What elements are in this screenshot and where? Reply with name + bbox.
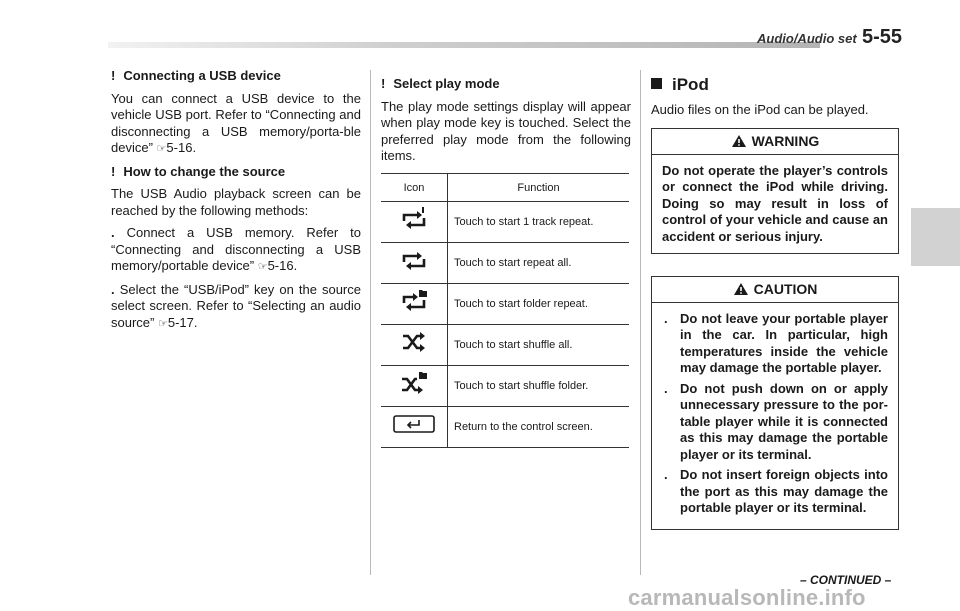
table-row [381, 407, 629, 448]
folder-repeat-icon [400, 288, 428, 314]
table-row [381, 284, 629, 325]
function-text: Return to the control screen. [448, 407, 630, 448]
function-text: Touch to start shuffle all. [448, 325, 630, 366]
source-heading: ! How to change the source [111, 163, 286, 179]
ipod-text: Audio files on the iPod can be played. [651, 101, 869, 117]
caution-item: . Do not push down on or apply unnecessary pressure to the por-table player while it is connected as this may damage the portable player or its terminal. [664, 380, 888, 462]
left-column [111, 68, 361, 338]
table-row [381, 366, 629, 407]
chapter-tab [911, 208, 960, 266]
usb-heading: ! Connecting a USB device [111, 68, 281, 83]
shuffle-all-icon [400, 329, 428, 355]
header-rule [108, 42, 820, 48]
warning-icon [731, 134, 747, 148]
table-header-function: Function [448, 173, 630, 202]
page-number: 5-55 [862, 26, 903, 48]
warning-box [651, 128, 899, 254]
source-paragraph: The USB Audio playback screen can be reached by the following methods: [111, 186, 361, 218]
section-marker-icon [651, 78, 662, 89]
watermark: carmanualsonline.info [628, 585, 866, 610]
continued-label: – CONTINUED – [800, 573, 892, 587]
function-text: Touch to start repeat all. [448, 243, 630, 284]
play-mode-heading: ! Select play mode [381, 76, 500, 91]
source-bullet: . Connect a USB memory. Refer to “Connecting and disconnecting a USB memory/portable device” ☞5-16. [111, 225, 361, 273]
repeat-one-icon [400, 206, 428, 232]
caution-box [651, 276, 899, 530]
shuffle-folder-icon [400, 370, 428, 396]
play-mode-table [381, 173, 629, 449]
source-bullet: . Select the “USB/iPod” key on the source select screen. Refer to “Selecting an audio source” ☞5-17. [111, 281, 361, 330]
function-text: Touch to start 1 track repeat. [448, 202, 630, 243]
right-column [651, 77, 899, 530]
caution-item: . Do not insert foreign objects into the port as this may damage the portable player or its terminal. [664, 467, 888, 515]
column-divider [370, 70, 371, 575]
column-divider [640, 70, 641, 575]
return-icon [393, 414, 435, 434]
table-row [381, 202, 629, 243]
usb-paragraph: You can connect a USB device to the vehicle USB port. Refer to “Connecting and disconnecting a USB memory/porta-ble device” ☞5-16. [111, 90, 361, 155]
table-row [381, 325, 629, 366]
caution-header: CAUTION [652, 277, 898, 303]
section-title: Audio/Audio set [757, 31, 857, 46]
function-text: Touch to start shuffle folder. [448, 366, 630, 407]
caution-item: . Do not leave your portable player in the car. In particular, high temperatures inside the vehicle may damage the portable player. [664, 310, 888, 375]
play-mode-intro: The play mode settings display will appear when play mode key is touched. Select the preferred play mode from the following items. [381, 98, 631, 163]
warning-header: WARNING [652, 129, 898, 155]
repeat-all-icon [400, 247, 428, 273]
function-text: Touch to start folder repeat. [448, 284, 630, 325]
table-header-icon: Icon [381, 173, 448, 202]
ipod-heading: iPod [651, 77, 899, 94]
caution-icon [733, 282, 749, 296]
table-row [381, 243, 629, 284]
middle-column [381, 76, 631, 448]
warning-text: Do not operate the player’s controls or connect the iPod while driving. Doing so may result in loss of control of your vehicle and cause an accident or serious injury. [662, 162, 888, 244]
